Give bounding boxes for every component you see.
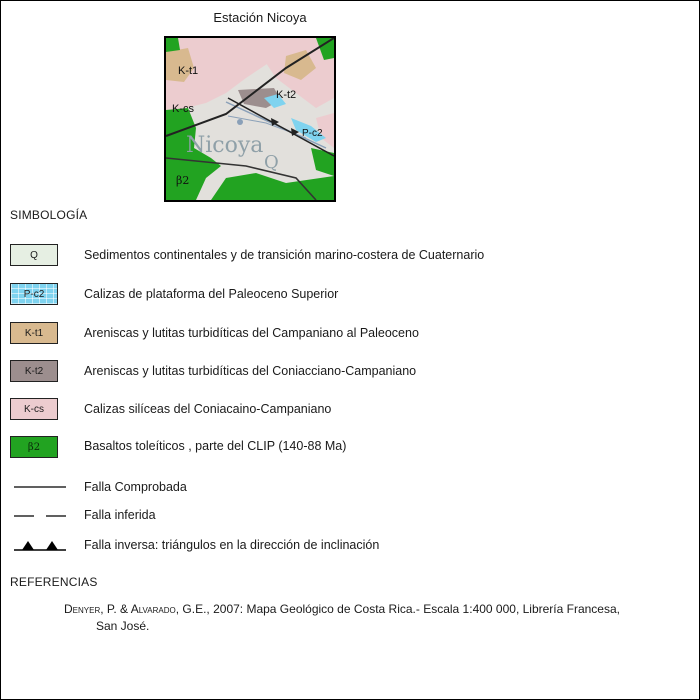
map-label-kcs: K-cs	[172, 103, 194, 115]
legend-swatch-kt1: K-t1	[10, 322, 58, 344]
symbology-heading: SIMBOLOGÍA	[10, 208, 88, 222]
reference-authors: Denyer, P. & Alvarado, G.E.	[64, 602, 207, 616]
legend-text-pc2: Calizas de plataforma del Paleoceno Superior	[84, 287, 339, 301]
legend-swatch-kcs: K-cs	[10, 398, 58, 420]
geologic-map	[164, 36, 336, 202]
map-town-label: Nicoya	[186, 133, 264, 158]
unit-b2-area-nw	[166, 38, 180, 52]
map-label-kt1: K-t1	[178, 65, 199, 77]
map-title: Estación Nicoya	[213, 10, 307, 25]
map-label-pc2: P-c2	[302, 128, 323, 139]
legend-text-b2: Basaltos toleíticos , parte del CLIP (140-88 Ma)	[84, 439, 347, 453]
reference-entry	[64, 601, 664, 635]
map-image	[166, 38, 334, 200]
map-label-b2: β2	[176, 174, 190, 187]
map-label-q: Q	[264, 152, 279, 173]
legend-thrust-fault-symbol	[14, 538, 66, 552]
legend-text-kt1: Areniscas y lutitas turbidíticas del Campaniano al Paleoceno	[84, 326, 419, 340]
legend-solid-fault-symbol	[14, 482, 66, 492]
reference-text-cont: San José.	[96, 619, 150, 633]
legend-swatch-kt2: K-t2	[10, 360, 58, 382]
reference-text: , 2007: Mapa Geológico de Costa Rica.- Escala 1:400 000, Librería Francesa,	[206, 602, 620, 616]
legend-text-solid-fault: Falla Comprobada	[84, 480, 187, 494]
legend-text-thrust-fault: Falla inversa: triángulos en la dirección de inclinación	[84, 538, 380, 552]
legend-text-kcs: Calizas silíceas del Coniacaino-Campaniano	[84, 402, 332, 416]
map-label-kt2: K-t2	[276, 89, 297, 101]
legend-text-kt2: Areniscas y lutitas turbidíticas del Coniacciano-Campaniano	[84, 364, 417, 378]
legend-swatch-b2: β2	[10, 436, 58, 458]
legend-swatch-q: Q	[10, 244, 58, 266]
references-heading: REFERENCIAS	[10, 575, 98, 589]
legend-dashed-fault-symbol	[14, 511, 66, 521]
town-marker	[237, 119, 243, 125]
legend-text-dashed-fault: Falla inferida	[84, 508, 156, 522]
legend-swatch-pc2: P-c2	[10, 283, 58, 305]
legend-text-q: Sedimentos continentales y de transición marino-costera de Cuaternario	[84, 248, 485, 262]
